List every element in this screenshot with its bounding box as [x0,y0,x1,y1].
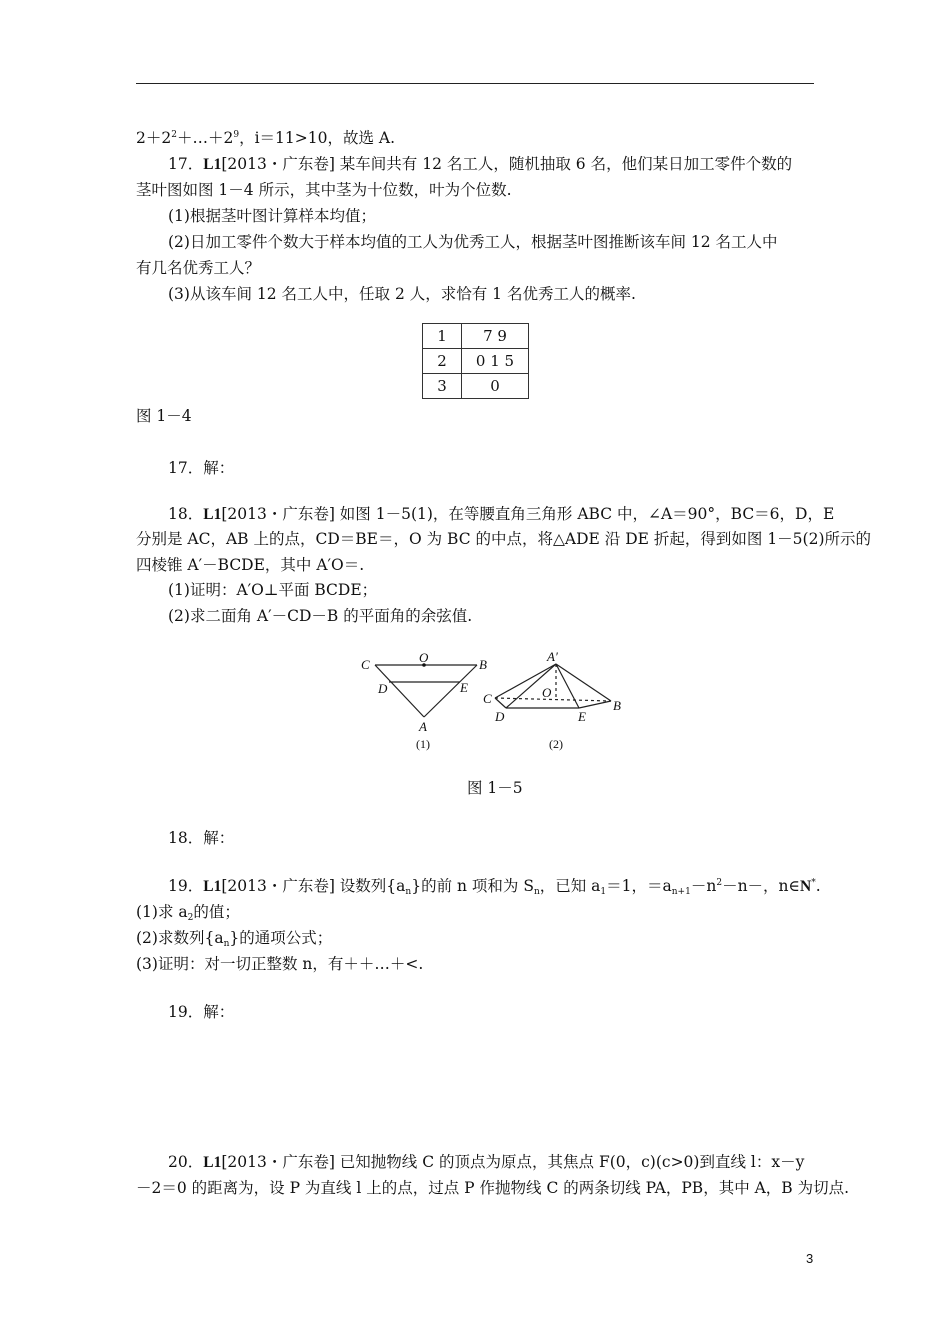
label-d: D [378,681,388,696]
q18-stem-line3: 四棱锥 A′－BCDE，其中 A′O＝. [136,556,365,574]
q17-part2-line2: 有几名优秀工人？ [136,259,261,277]
q18-part1: (1)证明：A′O⊥平面 BCDE； [168,581,378,599]
label-o2: O [542,685,552,700]
label-fig2: (2) [549,737,563,751]
leaf-cell: 0 1 5 [462,349,529,374]
leaf-cell: 0 [462,374,529,399]
edge-ab [556,664,611,701]
q19-answer: 19．解： [168,1003,235,1021]
q17-part2-line1: (2)日加工零件个数大于样本均值的工人为优秀工人，根据茎叶图推断该车间 12 名工人中 [168,233,778,251]
q17-stem-line2: 茎叶图如图 1－4 所示，其中茎为十位数，叶为个位数. [136,181,512,199]
figure-caption-1-5: 图 1－5 [467,779,523,797]
label-d2: D [495,709,505,724]
q19-stem: 19．L1[2013・广东卷] 设数列$\{a_n\}$的前 n 项和为 $S_n$，已知 $a_1=1$，$=a_{n+1}-n^2-n-$，n∈N*. [168,877,821,897]
edge-eb [579,701,611,708]
label-a: A [419,719,427,734]
q18-stem-line2: 分别是 AC，AB 上的点，CD＝BE＝，O 为 BC 的中点，将△ADE 沿 DE 折起，得到如图 1－5(2)所示的 [136,530,871,548]
label-c2: C [483,691,492,706]
leaf-cell: 7 9 [462,324,529,349]
label-o: O [419,650,429,665]
figure-caption-1-4: 图 1－4 [136,407,192,425]
label-b: B [479,657,487,672]
q19-part1: (1)求 $a_2$的值； [136,903,240,923]
label-c: C [361,657,370,672]
label-a-prime: A′ [547,649,558,664]
page-number: 3 [806,1251,814,1266]
label-fig1: (1) [416,737,430,751]
label-e: E [460,680,468,695]
q20-stem-line2: －2＝0 的距离为，设 P 为直线 l 上的点，过点 P 作抛物线 C 的两条切线 PA，PB，其中 A，B 为切点. [136,1179,850,1197]
edge-cb-hidden [495,698,611,701]
prev-answer-line: $2+2^2+\dots+2^9$，i＝11>10，故选 A. [136,129,396,147]
stem-cell: 3 [423,374,462,399]
edge-ae [556,664,579,708]
figure-1-5-part2 [495,664,611,708]
q18-stem-line1: 18．L1[2013・广东卷] 如图 1－5(1)，在等腰直角三角形 ABC 中，∠A＝90°，BC＝6，D，E [168,505,835,523]
q18-part2: (2)求二面角 A′－CD－B 的平面角的余弦值. [168,607,473,625]
q19-part3: (3)证明：对一切正整数 n，有＋＋…＋<. [136,955,424,973]
q17-part3: (3)从该车间 12 名工人中，任取 2 人，求恰有 1 名优秀工人的概率. [168,285,636,303]
label-e2: E [578,709,586,724]
q17-stem-line1: 17．L1[2013・广东卷] 某车间共有 12 名工人，随机抽取 6 名，他们某日加工零件个数的 [168,155,793,173]
label-b2: B [613,698,621,713]
edge-ba [424,665,477,717]
q18-answer: 18．解： [168,829,235,847]
stem-cell: 2 [423,349,462,374]
q19-part2: (2)求数列$\{a_n\}$的通项公式； [136,929,333,949]
q17-part1: (1)根据茎叶图计算样本均值； [168,207,376,225]
q17-answer: 17．解： [168,459,235,477]
edge-cd [495,698,506,708]
stem-cell: 1 [423,324,462,349]
q20-stem-line1: 20．L1[2013・广东卷] 已知抛物线 C 的顶点为原点，其焦点 F(0，c)(c>0)到直线 l：x－y [168,1153,805,1171]
